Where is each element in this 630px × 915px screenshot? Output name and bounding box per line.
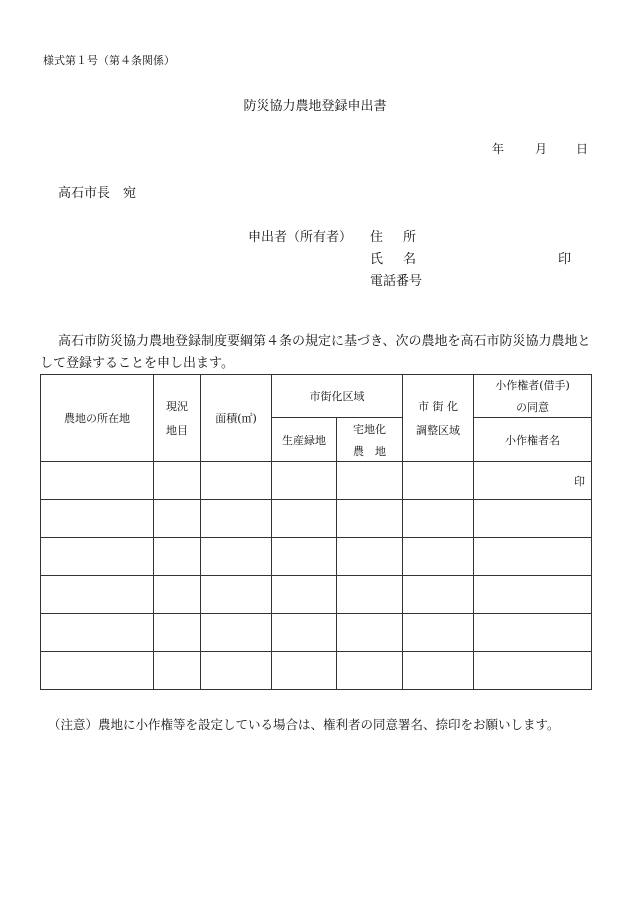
cell-green[interactable]: [272, 462, 337, 500]
header-control-line2: 調整区域: [416, 424, 460, 437]
cell-tenant[interactable]: [474, 500, 592, 538]
cell-green[interactable]: [272, 538, 337, 576]
header-tenant-consent: [474, 375, 592, 418]
cell-category[interactable]: [154, 538, 201, 576]
applicant-seal-mark: 印: [558, 252, 572, 267]
cell-category[interactable]: [154, 462, 201, 500]
date-day-label: 日: [576, 142, 589, 156]
cell-residential[interactable]: [337, 462, 403, 500]
table-row: [41, 576, 592, 614]
cell-green[interactable]: [272, 500, 337, 538]
header-residential-farmland: [337, 418, 403, 462]
name-char-1: 氏: [370, 252, 384, 267]
land-table: [40, 374, 592, 690]
cell-area[interactable]: [201, 576, 272, 614]
applicant-name-label: [370, 248, 424, 267]
addressee: 高石市長 宛: [58, 186, 137, 201]
cell-location[interactable]: [41, 576, 154, 614]
header-urbanization-area: 市街化区域: [272, 375, 403, 418]
date-year-label: 年: [492, 142, 505, 156]
cell-location[interactable]: [41, 614, 154, 652]
cell-area[interactable]: [201, 652, 272, 690]
cell-control[interactable]: [403, 538, 474, 576]
cell-tenant[interactable]: [474, 538, 592, 576]
cell-category[interactable]: [154, 500, 201, 538]
cell-area[interactable]: [201, 500, 272, 538]
applicant-phone-label: 電話番号: [370, 274, 423, 289]
header-tenant-name: 小作権者名: [474, 418, 592, 462]
cell-residential[interactable]: [337, 614, 403, 652]
note-text: （注意）農地に小作権等を設定している場合は、権利者の同意署名、捺印をお願いします。: [48, 717, 560, 732]
header-productive-green: 生産緑地: [272, 418, 337, 462]
table-header-row: [41, 375, 592, 418]
header-area: 面積(㎡): [201, 375, 272, 462]
cell-green[interactable]: [272, 576, 337, 614]
cell-tenant[interactable]: [474, 614, 592, 652]
cell-residential[interactable]: [337, 576, 403, 614]
cell-residential[interactable]: [337, 652, 403, 690]
header-control-line1: 市 街 化: [418, 400, 458, 413]
name-char-2: 名: [403, 252, 417, 267]
table-row: [41, 614, 592, 652]
cell-area[interactable]: [201, 538, 272, 576]
table-row: [41, 652, 592, 690]
cell-residential[interactable]: [337, 538, 403, 576]
address-char-2: 所: [403, 230, 417, 245]
date-month-label: 月: [535, 142, 548, 156]
applicant-address-label: [370, 226, 424, 245]
applicant-label: 申出者（所有者）: [248, 230, 353, 245]
cell-tenant[interactable]: [474, 576, 592, 614]
header-tenant-line2: の同意: [516, 401, 549, 414]
table-row: [41, 500, 592, 538]
cell-control[interactable]: [403, 576, 474, 614]
cell-green[interactable]: [272, 614, 337, 652]
header-location: 農地の所在地: [41, 375, 154, 462]
header-land-category-line1: 現況: [166, 400, 188, 413]
cell-residential[interactable]: [337, 500, 403, 538]
header-land-category-line2: 地目: [166, 424, 188, 437]
cell-control[interactable]: [403, 462, 474, 500]
header-tenant-line1: 小作権者(借手): [495, 379, 570, 392]
cell-location[interactable]: [41, 500, 154, 538]
cell-control[interactable]: [403, 614, 474, 652]
header-land-category: [154, 375, 201, 462]
table-row: [41, 538, 592, 576]
body-text: 高石市防災協力農地登録制度要綱第４条の規定に基づき、次の農地を高石市防災協力農地として登録することを申し出ます。: [40, 334, 591, 371]
table-row: [41, 462, 592, 500]
cell-location[interactable]: [41, 652, 154, 690]
cell-green[interactable]: [272, 652, 337, 690]
cell-area[interactable]: [201, 614, 272, 652]
header-residential-line2: 農 地: [353, 444, 386, 458]
form-number: 様式第１号（第４条関係）: [43, 54, 175, 67]
cell-location[interactable]: [41, 538, 154, 576]
cell-tenant-seal[interactable]: 印: [474, 462, 592, 500]
header-urbanization-control: [403, 375, 474, 462]
address-char-1: 住: [370, 230, 384, 245]
cell-category[interactable]: [154, 652, 201, 690]
cell-control[interactable]: [403, 500, 474, 538]
document-title: 防災協力農地登録申出書: [243, 99, 387, 114]
header-residential-line1: 宅地化: [353, 422, 386, 436]
cell-location[interactable]: [41, 462, 154, 500]
cell-tenant[interactable]: [474, 652, 592, 690]
cell-control[interactable]: [403, 652, 474, 690]
cell-area[interactable]: [201, 462, 272, 500]
cell-category[interactable]: [154, 576, 201, 614]
cell-category[interactable]: [154, 614, 201, 652]
